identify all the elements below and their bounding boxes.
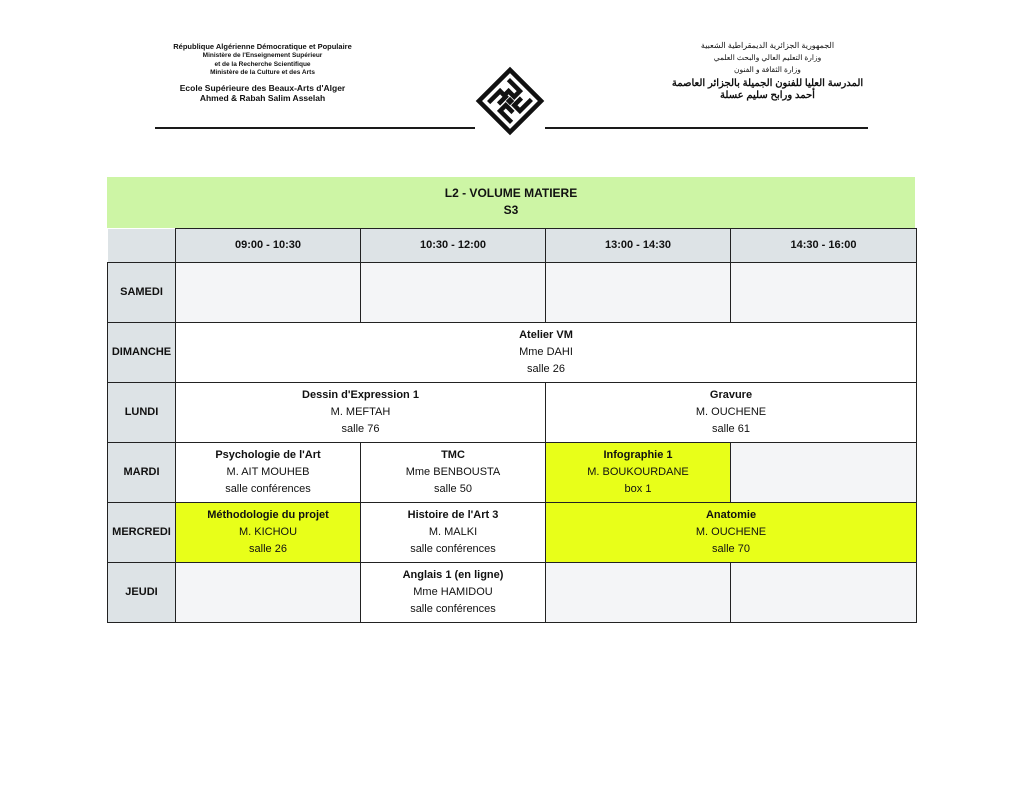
- room-name: salle conférences: [410, 603, 496, 615]
- ministry-higher-education-ar: وزارة التعليم العالي والبحث العلمي: [713, 53, 822, 62]
- course-name: Méthodologie du projet: [207, 509, 329, 521]
- day-row-samedi: [108, 263, 917, 323]
- timetable: [107, 228, 917, 623]
- day-label: MERCREDI: [108, 503, 176, 563]
- time-slot-header-row: [108, 229, 917, 263]
- teacher-name: M. OUCHENE: [695, 526, 767, 538]
- ministry-culture-fr: Ministère de la Culture et des Arts: [210, 69, 315, 76]
- teacher-name: M. KICHOU: [238, 526, 298, 538]
- day-label: SAMEDI: [108, 263, 176, 323]
- timetable-title-band: [107, 177, 915, 228]
- session-cell-highlighted: [546, 503, 917, 563]
- day-label: JEUDI: [108, 563, 176, 623]
- room-name: salle 26: [249, 543, 287, 555]
- room-name: box 1: [624, 483, 652, 495]
- room-name: salle 76: [341, 423, 380, 435]
- ministry-higher-education-fr: Ministère de l'Enseignement Supérieur: [202, 52, 323, 59]
- ministry-culture-ar: وزارة الثقافة و الفنون: [734, 65, 801, 74]
- institution-header-ar: [665, 40, 870, 102]
- session-cell-highlighted: [546, 443, 731, 503]
- empty-slot: [731, 443, 917, 503]
- day-label: LUNDI: [108, 383, 176, 443]
- institution-header-fr: [150, 42, 375, 104]
- school-name-fr: Ecole Supérieure des Beaux-Arts d'Alger: [179, 82, 346, 93]
- teacher-name: Mme DAHI: [519, 346, 573, 358]
- course-name: Anatomie: [705, 509, 757, 521]
- session-cell: [176, 323, 917, 383]
- empty-slot: [546, 563, 731, 623]
- republic-fr: République Algérienne Démocratique et Populaire: [173, 42, 352, 51]
- teacher-name: M. MEFTAH: [330, 406, 391, 418]
- time-slot-header: 09:00 - 10:30: [176, 229, 361, 263]
- day-row-mardi: [108, 443, 917, 503]
- teacher-name: M. MALKI: [428, 526, 478, 538]
- room-name: salle 70: [712, 543, 750, 555]
- kufic-emblem-icon: [475, 66, 545, 136]
- empty-slot: [361, 263, 546, 323]
- corner-cell: [108, 229, 176, 263]
- day-row-jeudi: [108, 563, 917, 623]
- empty-slot: [546, 263, 731, 323]
- teacher-name: Mme BENBOUSTA: [405, 466, 501, 478]
- session-cell: [361, 443, 546, 503]
- teacher-name: M. BOUKOURDANE: [587, 466, 689, 478]
- day-row-lundi: [108, 383, 917, 443]
- empty-slot: [176, 263, 361, 323]
- semester-label: S3: [503, 203, 519, 217]
- course-name: Infographie 1: [603, 449, 673, 461]
- room-name: salle 50: [434, 483, 472, 495]
- school-subname-ar: أحمد ورابح سليم عسلة: [720, 90, 815, 101]
- course-name: Atelier VM: [519, 329, 573, 341]
- session-cell: [176, 443, 361, 503]
- ministry-research-fr: et de la Recherche Scientifique: [214, 60, 311, 68]
- course-name: Anglais 1 (en ligne): [402, 569, 504, 581]
- room-name: salle 26: [527, 363, 565, 375]
- teacher-name: M. AIT MOUHEB: [226, 466, 310, 478]
- republic-ar: الجمهورية الجزائرية الديمقراطية الشعبية: [700, 41, 835, 50]
- course-name: Histoire de l'Art 3: [407, 509, 499, 521]
- session-cell: [361, 503, 546, 563]
- time-slot-header: 14:30 - 16:00: [731, 229, 917, 263]
- empty-slot: [731, 563, 917, 623]
- course-name: Dessin d'Expression 1: [302, 389, 419, 401]
- session-cell-highlighted: [176, 503, 361, 563]
- session-cell: [176, 383, 546, 443]
- school-subname-fr: Ahmed & Rabah Salim Asselah: [199, 93, 326, 103]
- course-name: Gravure: [709, 389, 753, 401]
- time-slot-header: 10:30 - 12:00: [361, 229, 546, 263]
- course-name: TMC: [441, 449, 465, 461]
- course-name: Psychologie de l'Art: [215, 449, 321, 461]
- room-name: salle conférences: [410, 543, 496, 555]
- day-label: MARDI: [108, 443, 176, 503]
- empty-slot: [731, 263, 917, 323]
- time-slot-header: 13:00 - 14:30: [546, 229, 731, 263]
- empty-slot: [176, 563, 361, 623]
- day-label: DIMANCHE: [108, 323, 176, 383]
- session-cell: [361, 563, 546, 623]
- teacher-name: Mme HAMIDOU: [413, 586, 493, 598]
- session-cell: [546, 383, 917, 443]
- teacher-name: M. OUCHENE: [695, 406, 767, 418]
- timetable-title: L2 - VOLUME MATIERE: [444, 186, 578, 200]
- school-name-ar: المدرسة العليا للفنون الجميلة بالجزائر العاصمة: [671, 78, 864, 89]
- room-name: salle conférences: [225, 483, 311, 495]
- day-row-mercredi: [108, 503, 917, 563]
- room-name: salle 61: [712, 423, 750, 435]
- day-row-dimanche: [108, 323, 917, 383]
